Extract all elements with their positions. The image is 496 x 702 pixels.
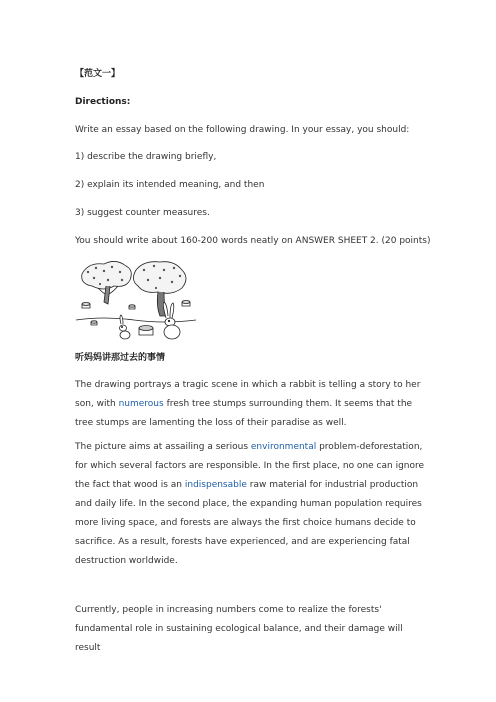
rabbit-tree-stumps-illustration	[74, 258, 199, 341]
vocab-highlight: indispensable	[184, 480, 247, 490]
prompt-point-2: 2) explain its intended meaning, and then	[75, 180, 265, 190]
directions-label: Directions:	[75, 97, 131, 107]
vocab-highlight: environmental	[250, 442, 317, 452]
essay-paragraph-1: The drawing portrays a tragic scene in which a rabbit is telling a story to her son, with numerous fresh tree stumps surrounding them. It seems that the tree stumps are lamenting the loss of their paradise as well.	[75, 380, 421, 428]
prompt-point-1: 1) describe the drawing briefly,	[75, 152, 217, 162]
prompt-intro: Write an essay based on the following drawing. In your essay, you should:	[75, 125, 410, 135]
image-title: 听妈妈讲那过去的事情	[75, 353, 166, 363]
essay-paragraph-2: The picture aims at assailing a serious environmental problem-deforestation, for which several factors are responsible. In the first place, no one can ignore the fact that wood is an indispensable raw material for industrial production and daily life. In the second place, the expanding human population requires more living space, and forests are always the first choice humans decide to sacrifice. As a result, forests have experienced, and are experiencing fatal destruction worldwide.	[75, 442, 425, 566]
essay-paragraph-3: Currently, people in increasing numbers come to realize the forests' fundamental role in sustaining ecological balance, and their damage will result	[75, 605, 403, 653]
sample-heading: 【范文一】	[75, 69, 121, 79]
prompt-point-3: 3) suggest counter measures.	[75, 208, 210, 218]
vocab-highlight: numerous	[118, 399, 164, 409]
word-requirement: You should write about 160-200 words neatly on ANSWER SHEET 2. (20 points)	[75, 236, 431, 246]
